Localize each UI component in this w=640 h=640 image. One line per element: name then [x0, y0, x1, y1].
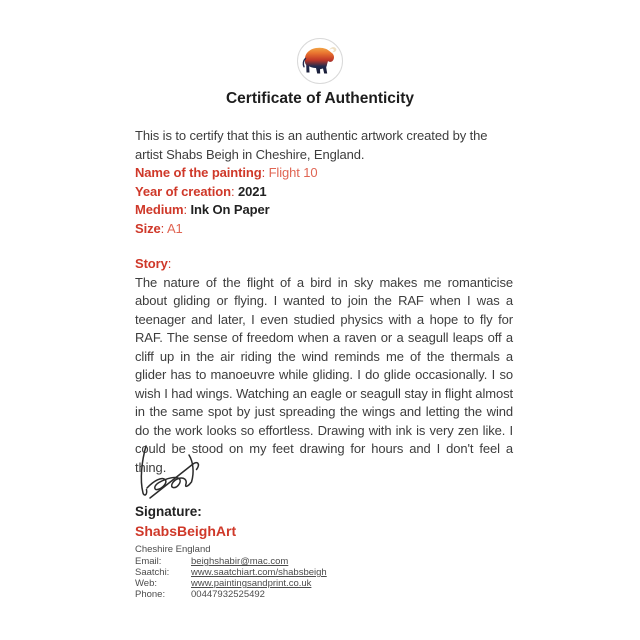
certificate-title: Certificate of Authenticity — [225, 90, 415, 107]
contact-row-web — [135, 578, 327, 589]
field-value: Flight 10 — [268, 165, 318, 180]
field-value: Ink On Paper — [190, 202, 270, 217]
story-heading — [135, 255, 513, 274]
certificate-body — [135, 127, 513, 477]
bull-logo-icon — [296, 37, 344, 85]
field-label: Year of creation — [135, 183, 231, 199]
phone-number: 00447932525492 — [191, 589, 265, 600]
intro-text: This is to certify that this is an authentic artwork created by the artist Shabs Beigh in Cheshire, England. — [135, 128, 488, 162]
signature-separator: : — [197, 504, 202, 519]
contact-label: Saatchi: — [135, 567, 170, 578]
field-separator: : — [261, 165, 266, 180]
handwritten-signature — [133, 443, 211, 503]
field-separator: : — [183, 202, 188, 217]
field-separator: : — [230, 183, 235, 199]
field-size — [135, 220, 513, 239]
contact-row-email — [135, 556, 327, 567]
artist-location: Cheshire England — [135, 544, 211, 555]
artist-name: ShabsBeighArt — [135, 523, 237, 539]
email-link[interactable]: beighshabir@mac.com — [191, 556, 289, 567]
field-medium — [135, 201, 513, 220]
signature-label-text: Signature — [135, 504, 198, 519]
story-text: The nature of the flight of a bird in sky makes me romanticise about gliding or flying. I wanted to join the RAF when I was a teenager and later, I even studied physics with a hope to fly for RAF. The sense of freedom when a raven or a seagull leaps off a cliff up in the air riding the wind reminds me of the thermals a glider has to manoeuvre while gliding. I do glide occasionally. I so wish I had wings. Watching an eagle or seagull stay in flight almost in the same spot by just spreading the wings and letting the wind do the work looks so effortless. Drawing with ink is very zen like. I could be stood on my feet drawing for hours and I don't feel a thing. — [135, 274, 513, 475]
contact-label: Web: — [135, 578, 158, 589]
field-value: 2021 — [237, 183, 267, 199]
field-value: A1 — [166, 220, 183, 236]
field-label: Size — [135, 220, 161, 236]
story-separator: : — [167, 256, 172, 271]
contact-label: Email: — [135, 556, 162, 567]
saatchi-link[interactable]: www.saatchiart.com/shabsbeigh — [191, 567, 327, 578]
field-label: Medium — [135, 202, 184, 217]
artwork-details — [135, 164, 513, 238]
contact-list — [135, 556, 327, 600]
field-separator: : — [160, 220, 165, 236]
field-name-of-painting — [135, 164, 513, 183]
contact-label: Phone: — [135, 589, 166, 600]
contact-row-phone — [135, 589, 327, 600]
signature-label — [135, 504, 202, 519]
story-label: Story — [135, 256, 168, 271]
field-label: Name of the painting — [135, 165, 262, 180]
field-year-of-creation — [135, 183, 513, 202]
contact-row-saatchi — [135, 567, 327, 578]
website-link[interactable]: www.paintingsandprint.co.uk — [191, 578, 312, 589]
